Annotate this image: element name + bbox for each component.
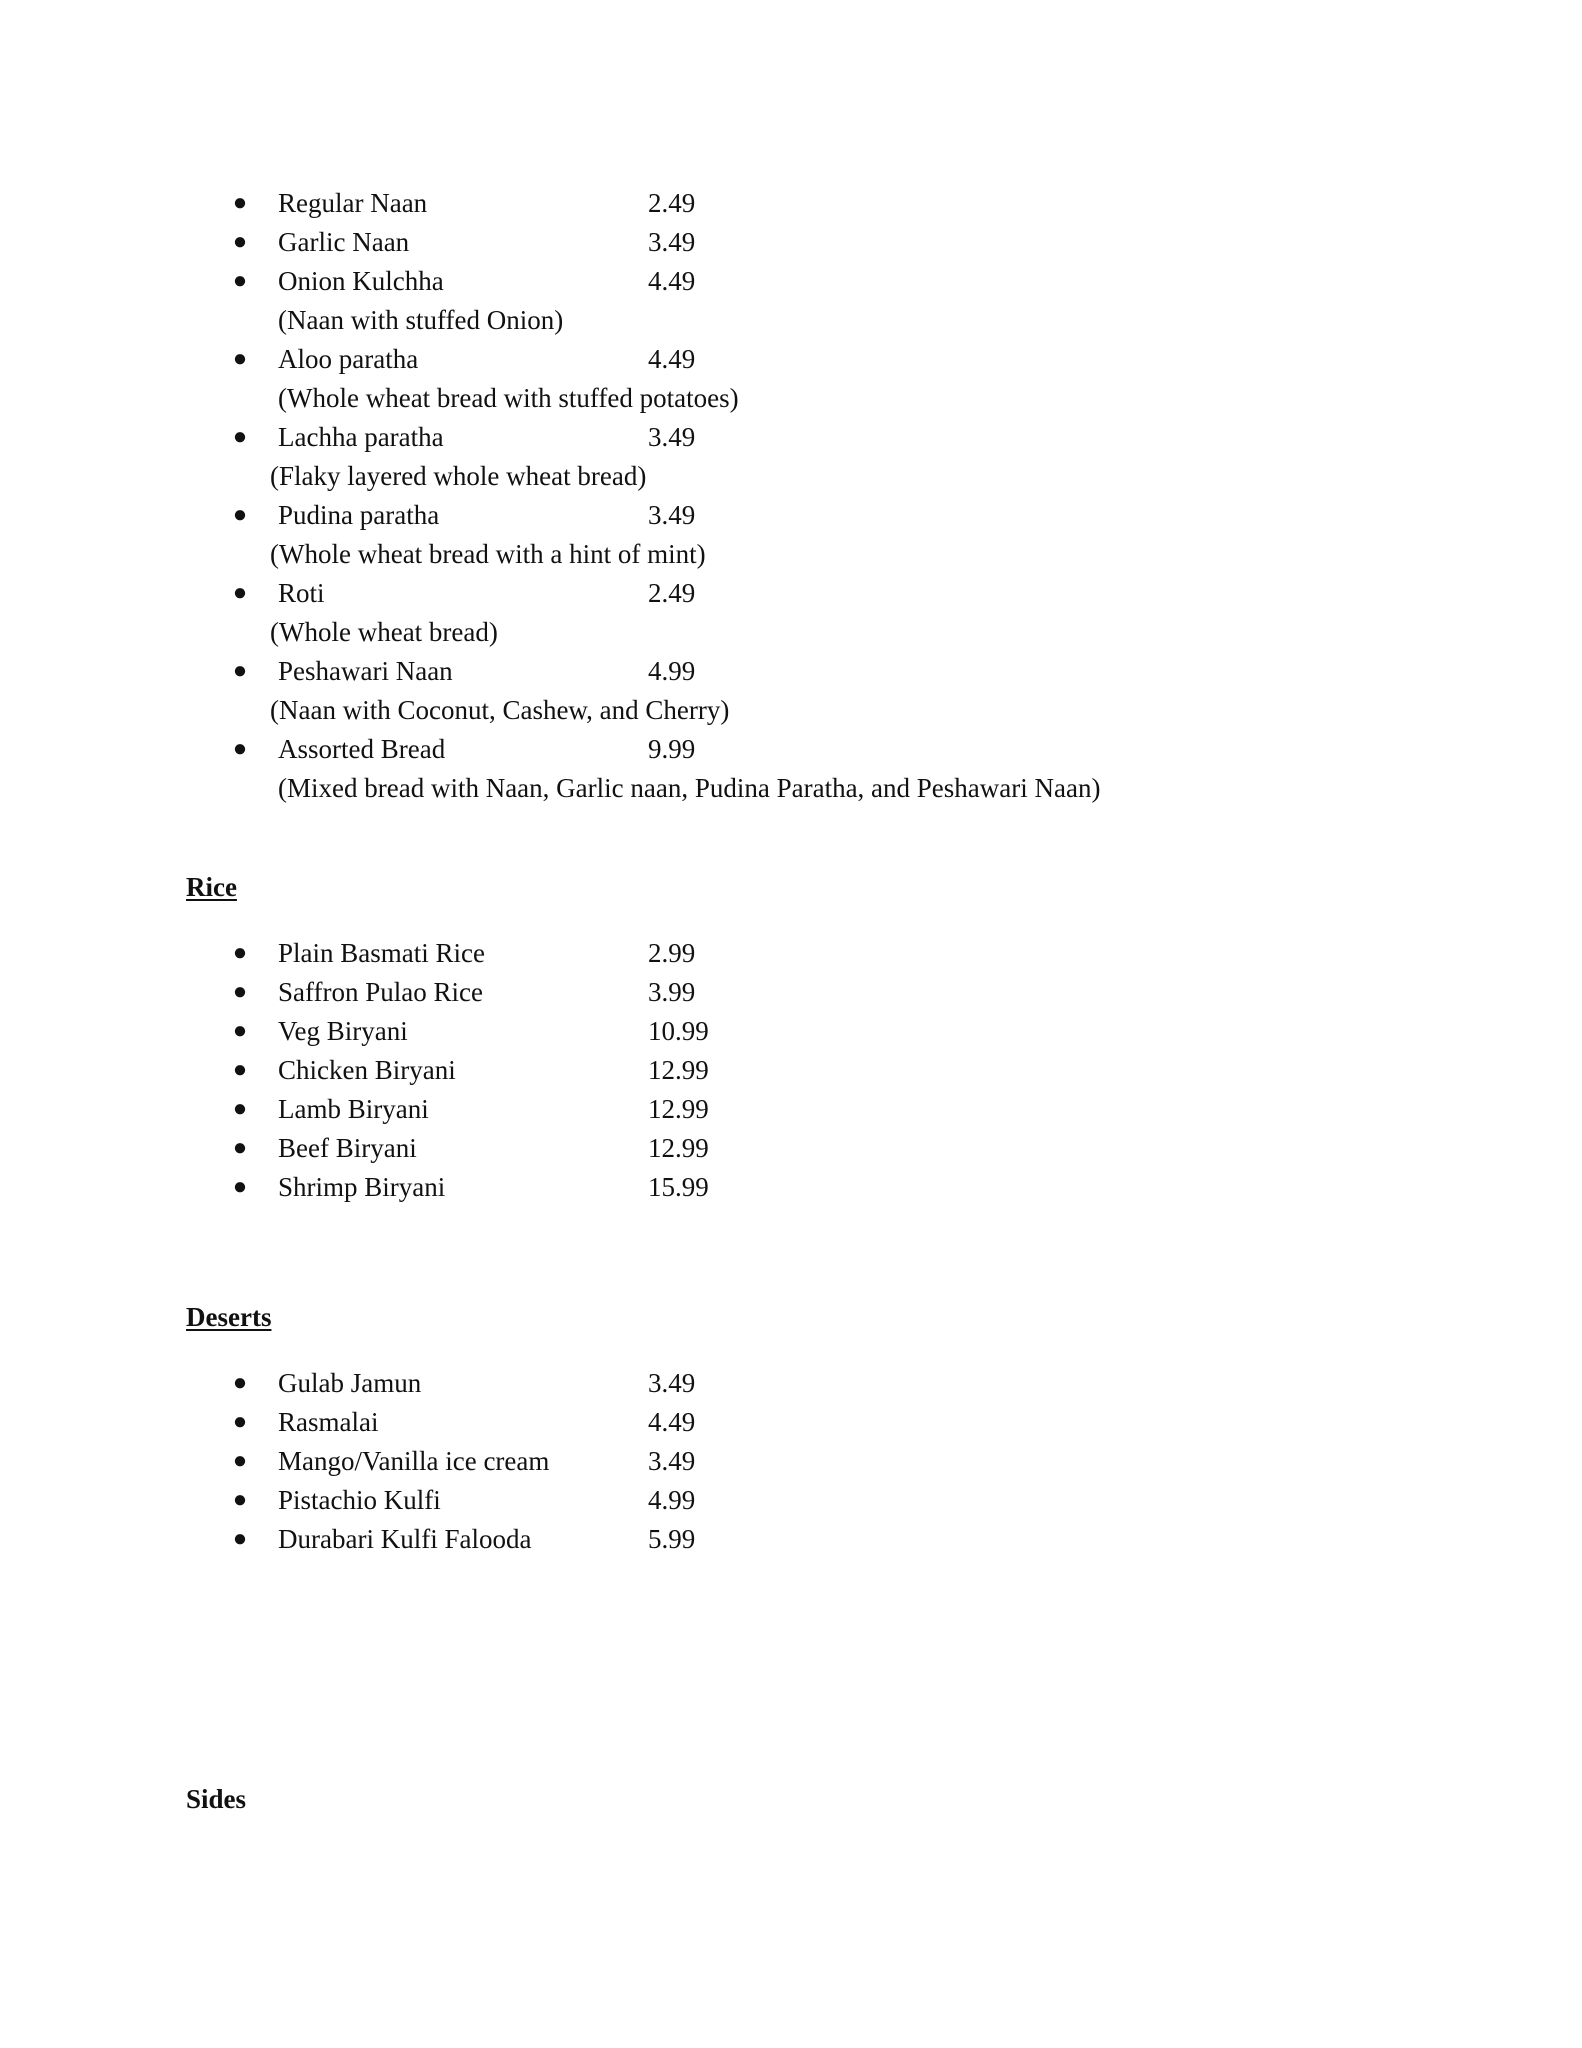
item-name: Beef Biryani: [278, 1133, 417, 1163]
item-price: 12.99: [648, 1133, 709, 1163]
item-name: Pistachio Kulfi: [278, 1485, 441, 1515]
bullet-icon: ●: [232, 580, 248, 606]
item-name: Chicken Biryani: [278, 1055, 456, 1085]
item-name: Lamb Biryani: [278, 1094, 429, 1124]
bullet-icon: ●: [232, 1018, 248, 1044]
item-name: Shrimp Biryani: [278, 1172, 446, 1202]
item-price: 3.99: [648, 977, 696, 1007]
item-price: 2.49: [648, 188, 696, 218]
item-description: (Naan with stuffed Onion): [278, 305, 564, 335]
bullet-icon: ●: [232, 1096, 248, 1122]
item-price: 15.99: [648, 1172, 709, 1202]
section-heading-sides: Sides: [186, 1784, 247, 1814]
bullet-icon: ●: [232, 736, 248, 762]
item-price: 12.99: [648, 1055, 709, 1085]
item-name: Durabari Kulfi Falooda: [278, 1524, 532, 1554]
item-price: 4.49: [648, 1407, 696, 1437]
item-price: 3.49: [648, 422, 696, 452]
item-price: 4.49: [648, 266, 696, 296]
item-name: Lachha paratha: [278, 422, 444, 452]
item-price: 3.49: [648, 227, 696, 257]
item-name: Assorted Bread: [278, 734, 446, 764]
item-price: 9.99: [648, 734, 696, 764]
item-price: 3.49: [648, 1368, 696, 1398]
bullet-icon: ●: [232, 1135, 248, 1161]
item-description: (Naan with Coconut, Cashew, and Cherry): [270, 695, 730, 725]
bullet-icon: ●: [232, 1526, 248, 1552]
item-price: 3.49: [648, 500, 696, 530]
bullet-icon: ●: [232, 268, 248, 294]
item-description: (Flaky layered whole wheat bread): [270, 461, 647, 491]
bullet-icon: ●: [232, 502, 248, 528]
item-price: 4.99: [648, 1485, 696, 1515]
item-description: (Whole wheat bread with a hint of mint): [270, 539, 706, 569]
item-name: Pudina paratha: [278, 500, 440, 530]
item-name: Peshawari Naan: [278, 656, 453, 686]
item-name: Roti: [278, 578, 325, 608]
item-name: Mango/Vanilla ice cream: [278, 1446, 550, 1476]
bullet-icon: ●: [232, 424, 248, 450]
item-name: Rasmalai: [278, 1407, 379, 1437]
bullet-icon: ●: [232, 1057, 248, 1083]
item-price: 10.99: [648, 1016, 709, 1046]
bullet-icon: ●: [232, 658, 248, 684]
item-price: 5.99: [648, 1524, 696, 1554]
item-name: Veg Biryani: [278, 1016, 408, 1046]
item-description: (Whole wheat bread): [270, 617, 498, 647]
item-price: 3.49: [648, 1446, 696, 1476]
item-description: (Whole wheat bread with stuffed potatoes): [278, 383, 739, 413]
item-price: 4.99: [648, 656, 696, 686]
section-heading-deserts: Deserts: [186, 1302, 272, 1332]
item-name: Saffron Pulao Rice: [278, 977, 483, 1007]
item-price: 4.49: [648, 344, 696, 374]
section-heading-rice: Rice: [186, 872, 237, 902]
item-price: 2.49: [648, 578, 696, 608]
item-price: 12.99: [648, 1094, 709, 1124]
item-description: (Mixed bread with Naan, Garlic naan, Pudina Paratha, and Peshawari Naan): [278, 773, 1101, 803]
bullet-icon: ●: [232, 979, 248, 1005]
bullet-icon: ●: [232, 1487, 248, 1513]
bullet-icon: ●: [232, 1409, 248, 1435]
item-price: 2.99: [648, 938, 696, 968]
bullet-icon: ●: [232, 940, 248, 966]
item-name: Aloo paratha: [278, 344, 419, 374]
item-name: Onion Kulchha: [278, 266, 444, 296]
item-name: Regular Naan: [278, 188, 428, 218]
bullet-icon: ●: [232, 190, 248, 216]
item-name: Garlic Naan: [278, 227, 410, 257]
bullet-icon: ●: [232, 346, 248, 372]
bullet-icon: ●: [232, 229, 248, 255]
bullet-icon: ●: [232, 1370, 248, 1396]
bullet-icon: ●: [232, 1174, 248, 1200]
item-name: Gulab Jamun: [278, 1368, 422, 1398]
bullet-icon: ●: [232, 1448, 248, 1474]
item-name: Plain Basmati Rice: [278, 938, 485, 968]
